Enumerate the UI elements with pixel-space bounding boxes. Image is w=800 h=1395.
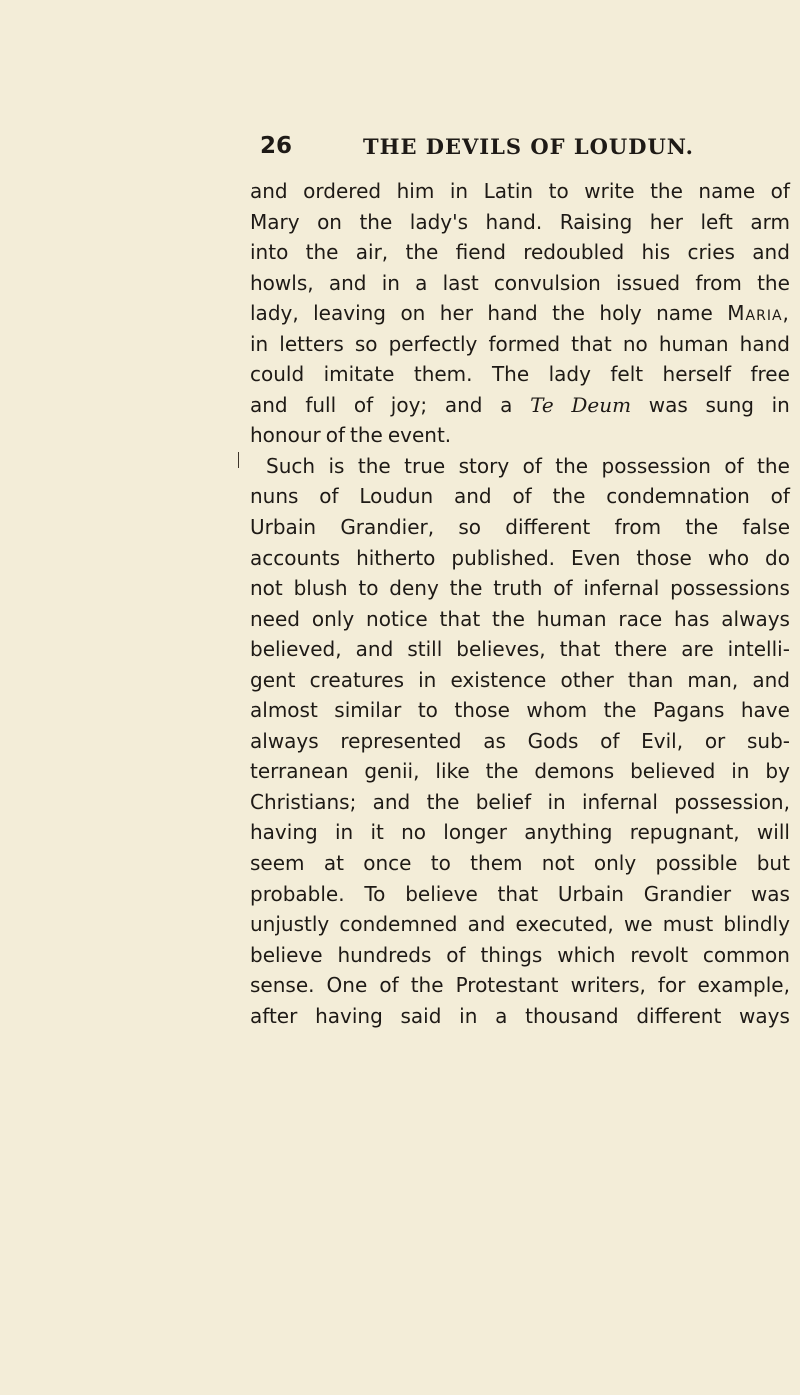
word: perfectly	[388, 331, 478, 356]
word: leaving	[313, 301, 387, 326]
word: condemned	[339, 912, 458, 937]
word: her	[439, 301, 473, 326]
word: in	[547, 789, 566, 814]
word: the	[359, 209, 393, 234]
word: of	[553, 576, 573, 601]
word: will	[756, 820, 790, 845]
word: and	[250, 392, 288, 417]
word: full	[305, 392, 337, 417]
text-line	[250, 1001, 790, 1032]
word: do	[765, 545, 790, 570]
word: of	[724, 453, 744, 478]
word: seem	[250, 851, 305, 876]
word: things	[480, 942, 543, 967]
text-line	[250, 634, 790, 665]
word: Grandier	[643, 881, 732, 906]
word: those	[454, 698, 510, 723]
word: holy	[599, 301, 642, 326]
word: ways	[739, 1003, 790, 1028]
word: possession	[601, 453, 711, 478]
word: ordered	[303, 179, 382, 203]
word: was	[648, 392, 688, 417]
word: free	[750, 362, 790, 387]
word: Pagans	[652, 698, 725, 723]
word: his	[641, 240, 671, 265]
word: published.	[451, 545, 556, 570]
word: Maria,	[727, 301, 790, 326]
word: to	[358, 576, 379, 601]
word: possible	[655, 851, 738, 876]
word: hitherto	[356, 545, 436, 570]
word: and	[752, 667, 790, 692]
word: to	[430, 851, 451, 876]
word: after	[250, 1003, 298, 1028]
text-line	[250, 879, 790, 910]
word: imitate	[323, 362, 395, 387]
word: of	[512, 484, 532, 509]
word: human	[658, 331, 729, 356]
word: infernal	[583, 576, 660, 601]
word: having	[315, 1003, 383, 1028]
word: we	[623, 912, 653, 937]
word: hand	[739, 331, 790, 356]
word: are	[681, 637, 714, 662]
running-head	[260, 133, 694, 163]
word: believes,	[456, 637, 546, 662]
word: Te	[530, 392, 554, 417]
word: different	[505, 515, 591, 540]
text-line	[250, 604, 790, 635]
word: which	[557, 942, 616, 967]
text-line	[250, 298, 790, 329]
text-line	[250, 940, 790, 971]
word: that	[497, 881, 539, 906]
word: in	[731, 759, 750, 784]
word: of	[379, 973, 399, 998]
word: of	[770, 484, 790, 509]
word: in	[418, 667, 437, 692]
word: the	[552, 301, 585, 326]
word: is	[328, 453, 345, 478]
text-line	[250, 420, 790, 451]
word: on	[317, 209, 342, 234]
word: in	[771, 392, 790, 417]
word: blindly	[723, 912, 790, 937]
word: only	[593, 851, 637, 876]
text-line	[250, 970, 790, 1001]
word: honour	[250, 423, 321, 448]
word: last	[442, 270, 479, 295]
word: but	[756, 851, 790, 876]
word: and	[250, 179, 288, 203]
word: the	[410, 973, 444, 998]
word: her	[649, 209, 683, 234]
word: believe	[250, 942, 323, 967]
word: sense.	[250, 973, 315, 998]
word: of	[353, 392, 374, 417]
word: only	[311, 606, 355, 631]
word: event.	[387, 423, 452, 448]
text-line	[250, 726, 790, 757]
word: terranean	[250, 759, 349, 784]
word: the	[426, 789, 460, 814]
word: in	[449, 179, 469, 203]
word: so	[458, 515, 482, 540]
word: the	[650, 179, 683, 203]
word: genii,	[364, 759, 420, 784]
word: a	[500, 392, 513, 417]
word: the	[357, 453, 391, 478]
word: thousand	[525, 1003, 619, 1028]
text-line	[250, 665, 790, 696]
word: almost	[250, 698, 318, 723]
word: fiend	[455, 240, 506, 265]
word: common	[702, 942, 790, 967]
word: there	[614, 637, 668, 662]
word: not	[541, 851, 575, 876]
word: creatures	[309, 667, 405, 692]
word: gent	[250, 667, 296, 692]
word: Such	[266, 453, 316, 478]
word: convulsion	[493, 270, 601, 295]
word: Loudun	[359, 484, 434, 509]
word: the	[350, 423, 383, 448]
word: them	[470, 851, 523, 876]
word: the	[405, 240, 439, 265]
text-line	[250, 817, 790, 848]
word: left	[700, 209, 733, 234]
word: for	[657, 973, 686, 998]
word: has	[674, 606, 710, 631]
word: of	[770, 179, 790, 203]
word: lady's	[409, 209, 469, 234]
word: and	[752, 240, 790, 265]
word: a	[415, 270, 428, 295]
word: felt	[610, 362, 644, 387]
word: not	[250, 576, 283, 601]
word: and	[355, 637, 394, 662]
word: whom	[526, 698, 588, 723]
word: revolt	[630, 942, 688, 967]
word: human	[536, 606, 607, 631]
word: in	[250, 331, 269, 356]
word: it	[370, 820, 384, 845]
text-line	[250, 787, 790, 818]
word: that	[439, 606, 481, 631]
word: lady,	[250, 301, 299, 326]
word: of	[522, 453, 542, 478]
word: said	[400, 1003, 442, 1028]
word: intelli-	[727, 637, 790, 662]
word: air,	[355, 240, 389, 265]
word: arm	[750, 209, 790, 234]
word: of	[600, 728, 620, 753]
word: man,	[687, 667, 739, 692]
text-line	[250, 390, 790, 421]
word: false	[742, 515, 790, 540]
word: lady	[548, 362, 591, 387]
word: nuns	[250, 484, 299, 509]
word: Grandier,	[340, 515, 435, 540]
word: once	[363, 851, 412, 876]
text-line	[250, 695, 790, 726]
text-line	[250, 268, 790, 299]
word: different	[636, 1003, 722, 1028]
text-line	[250, 359, 790, 390]
word: was	[750, 881, 790, 906]
word: in	[334, 820, 354, 845]
word: from	[614, 515, 662, 540]
word: always	[721, 606, 790, 631]
word: on	[400, 301, 426, 326]
word: so	[354, 331, 378, 356]
word: executed,	[515, 912, 614, 937]
word: in	[459, 1003, 478, 1028]
word: at	[323, 851, 344, 876]
word: by	[765, 759, 790, 784]
word: example,	[697, 973, 790, 998]
word: the	[685, 515, 719, 540]
word: longer	[443, 820, 507, 845]
word: Protestant	[455, 973, 559, 998]
word: condemnation	[606, 484, 750, 509]
word: to	[548, 179, 569, 203]
text-line	[250, 848, 790, 879]
word: have	[740, 698, 790, 723]
word: letters	[279, 331, 344, 356]
page-number: 26	[260, 133, 293, 159]
word: always	[250, 728, 319, 753]
text-line	[250, 481, 790, 512]
word: or	[704, 728, 726, 753]
word: write	[584, 179, 635, 203]
word: herself	[662, 362, 732, 387]
word: them.	[413, 362, 473, 387]
word: hand.	[485, 209, 543, 234]
word: Latin	[483, 179, 534, 203]
word: those	[636, 545, 692, 570]
word: the	[305, 240, 339, 265]
running-title: THE DEVILS OF LOUDUN.	[363, 134, 694, 159]
word: as	[483, 728, 506, 753]
word: unjustly	[250, 912, 330, 937]
text-line	[250, 573, 790, 604]
word: blush	[293, 576, 348, 601]
text-line	[250, 909, 790, 940]
word: must	[662, 912, 714, 937]
word: Christians;	[250, 789, 357, 814]
word: possessions	[670, 576, 790, 601]
word: and	[328, 270, 367, 295]
word: issued	[616, 270, 681, 295]
word: similar	[334, 698, 402, 723]
word: repugnant,	[629, 820, 740, 845]
word: accounts	[250, 545, 341, 570]
word: of	[319, 484, 339, 509]
word: into	[250, 240, 289, 265]
word: of	[325, 423, 346, 448]
word: need	[250, 606, 300, 631]
word: truth	[493, 576, 543, 601]
word: Mary	[250, 209, 300, 234]
word: the	[757, 270, 790, 295]
word: and	[467, 912, 506, 937]
text-line	[250, 756, 790, 787]
text-line	[250, 207, 790, 238]
word: no	[622, 331, 648, 356]
word: One	[326, 973, 368, 998]
word: notice	[366, 606, 428, 631]
word: and	[372, 789, 411, 814]
word: anything	[524, 820, 613, 845]
word: the	[449, 576, 483, 601]
word: existence	[450, 667, 547, 692]
word: redoubled	[523, 240, 625, 265]
text-line	[250, 329, 790, 360]
word: that	[559, 637, 601, 662]
text-line	[250, 451, 790, 482]
word: believed,	[250, 637, 342, 662]
word: the	[552, 484, 586, 509]
word: Evil,	[641, 728, 684, 753]
word: other	[560, 667, 614, 692]
text-line	[250, 543, 790, 574]
word: hand	[487, 301, 538, 326]
word: possession,	[674, 789, 790, 814]
word: cries	[687, 240, 735, 265]
word: probable.	[250, 881, 345, 906]
word: who	[707, 545, 750, 570]
text-line	[250, 512, 790, 543]
word: name	[656, 301, 713, 326]
word: that	[571, 331, 612, 356]
margin-mark	[238, 452, 239, 468]
word: Deum	[571, 392, 632, 417]
word: name	[698, 179, 756, 203]
word: him	[396, 179, 435, 203]
word: having	[250, 820, 318, 845]
word: sub-	[746, 728, 790, 753]
word: and	[453, 484, 492, 509]
word: writers,	[570, 973, 646, 998]
word: the	[757, 453, 790, 478]
word: the	[485, 759, 519, 784]
word: a	[495, 1003, 508, 1028]
word: joy;	[390, 392, 428, 417]
word: demons	[534, 759, 615, 784]
word: represented	[340, 728, 462, 753]
word: howls,	[250, 270, 314, 295]
word: in	[381, 270, 400, 295]
word: race	[618, 606, 663, 631]
word: than	[627, 667, 674, 692]
word: infernal	[581, 789, 658, 814]
word: the	[492, 606, 525, 631]
text-line	[250, 237, 790, 268]
word: like	[435, 759, 470, 784]
word: the	[555, 453, 589, 478]
word: story	[458, 453, 510, 478]
text-line	[250, 176, 790, 207]
word: deny	[389, 576, 439, 601]
word: Urbain	[250, 515, 317, 540]
word: The	[491, 362, 530, 387]
body-text	[250, 176, 790, 1031]
word: Gods	[527, 728, 579, 753]
word: of	[446, 942, 466, 967]
word: could	[250, 362, 305, 387]
word: believed	[630, 759, 716, 784]
word: believe	[405, 881, 478, 906]
word: the	[603, 698, 637, 723]
word: hundreds	[337, 942, 432, 967]
word: Even	[570, 545, 621, 570]
word: still	[407, 637, 443, 662]
word: from	[695, 270, 742, 295]
word: belief	[475, 789, 532, 814]
word: sung	[705, 392, 754, 417]
word: to	[417, 698, 438, 723]
word: Urbain	[557, 881, 624, 906]
word: and	[444, 392, 483, 417]
word: Raising	[559, 209, 633, 234]
word: no	[401, 820, 427, 845]
word: To	[364, 881, 386, 906]
word: true	[404, 453, 446, 478]
word: formed	[488, 331, 561, 356]
